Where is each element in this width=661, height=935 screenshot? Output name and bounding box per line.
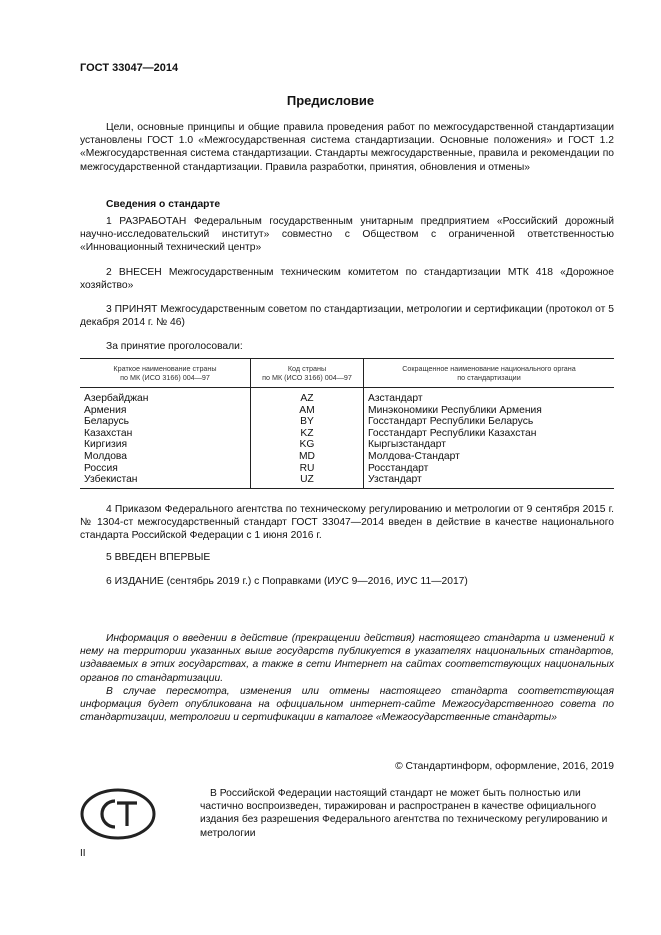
national-body: Минэкономики Республики Армения xyxy=(364,405,615,417)
table-row xyxy=(80,416,614,428)
votes-table-header xyxy=(80,359,614,388)
item-submitted: 2 ВНЕСЕН Межгосударственным техническим комитетом по стандартизации МТК 418 «Дорожное хозяйство» xyxy=(80,267,614,292)
country-name: Беларусь xyxy=(84,416,130,428)
table-row xyxy=(80,405,614,417)
table-row xyxy=(80,451,614,463)
header-country-name: Краткое наименование страны по МК (ИСО 3166) 004—97 xyxy=(80,359,251,388)
item-adopted: 3 ПРИНЯТ Межгосударственным советом по стандартизации, метрологии и сертификации (протокол от 5 декабря 2014 г. № 46) xyxy=(80,304,614,329)
country-name: Казахстан xyxy=(84,427,133,439)
page-number: II xyxy=(80,848,86,859)
votes-table xyxy=(80,358,614,489)
table-row xyxy=(80,439,614,451)
country-name: Узбекистан xyxy=(80,474,251,488)
table-row xyxy=(80,463,614,475)
notice-introduction: Информация о введении в действие (прекращении действия) настоящего стандарта и изменений к нему на территории указанных выше государств публикуется в указателях национальных стандартов, издаваемых в этих государствах, а также в сети Интернет на сайтах соответствующих национальных органов по стандартизации. xyxy=(80,633,614,684)
item-developed: 1 РАЗРАБОТАН Федеральным государственным унитарным предприятием «Российский дорожный научно-исследовательский институт» совместно с Обществом с ограниченной ответственностью «Инновационный технический центр» xyxy=(80,216,614,254)
national-body: Кыргызстандарт xyxy=(364,439,615,451)
country-code: UZ xyxy=(251,474,364,488)
table-row xyxy=(80,474,614,488)
table-row xyxy=(80,388,614,405)
item-enacted: 4 Приказом Федерального агентства по техническому регулированию и метрологии от 9 сентября 2015 г. № 1304-ст межгосударственный стандарт ГОСТ 33047—2014 введен в действие в качестве национального стандарта Российской Федерации с 1 июня 2016 г. xyxy=(80,504,614,542)
standard-code: ГОСТ 33047—2014 xyxy=(80,62,179,74)
country-code: MD xyxy=(251,451,364,463)
national-body: Госстандарт Республики Беларусь xyxy=(364,416,615,428)
header-country-code: Код страны по МК (ИСО 3166) 004—97 xyxy=(251,359,364,388)
rights-notice: В Российской Федерации настоящий стандарт не может быть полностью или частично воспроизведен, тиражирован и распространен в качестве официального издания без разрешения Федерального агентства по техническому регулированию и метрологии xyxy=(200,788,608,839)
national-body: Азстандарт xyxy=(364,388,615,405)
info-heading: Сведения о стандарте xyxy=(106,199,221,210)
item-first-introduced: 5 ВВЕДЕН ВПЕРВЫЕ xyxy=(106,552,211,563)
rst-certification-mark-icon xyxy=(80,788,156,840)
country-code: KZ xyxy=(251,428,364,440)
table-row xyxy=(80,428,614,440)
country-code: RU xyxy=(251,463,364,475)
page-title: Предисловие xyxy=(286,93,375,108)
country-name: Россия xyxy=(84,462,118,474)
voted-label: За принятие проголосовали: xyxy=(106,341,243,352)
country-code: AM xyxy=(251,405,364,417)
country-name: Азербайджан xyxy=(84,393,149,404)
notice-revision: В случае пересмотра, изменения или отмены настоящего стандарта соответствующая информация будет опубликована на официальном интернет-сайте Межгосударственного совета по стандартизации, метрологии и сертификации в каталоге «Межгосударственные стандарты» xyxy=(80,686,614,724)
copyright-line: © Стандартинформ, оформление, 2016, 2019 xyxy=(395,761,614,772)
national-body: Молдова-Стандарт xyxy=(364,451,615,463)
national-body: Росстандарт xyxy=(364,463,615,475)
country-code: BY xyxy=(251,416,364,428)
country-name: Армения xyxy=(84,404,127,416)
country-name: Киргизия xyxy=(84,439,128,451)
national-body: Узстандарт xyxy=(364,474,615,488)
country-name: Молдова xyxy=(84,450,128,462)
country-code: KG xyxy=(251,439,364,451)
national-body: Госстандарт Республики Казахстан xyxy=(364,428,615,440)
header-national-body: Сокращенное наименование национального органа по стандартизации xyxy=(364,359,615,388)
country-code: AZ xyxy=(251,388,364,405)
foreword-intro: Цели, основные принципы и общие правила проведения работ по межгосударственной стандартизации установлены ГОСТ 1.0 «Межгосударственная система стандартизации. Основные положения» и ГОСТ 1.2 «Межгосударственная система стандартизации. Стандарты межгосударственные, правила и рекомендации по межгосударственной стандартизации. Правила разработки, принятия, обновления и отмены» xyxy=(80,122,614,173)
item-edition: 6 ИЗДАНИЕ (сентябрь 2019 г.) с Поправками (ИУС 9—2016, ИУС 11—2017) xyxy=(106,576,468,587)
